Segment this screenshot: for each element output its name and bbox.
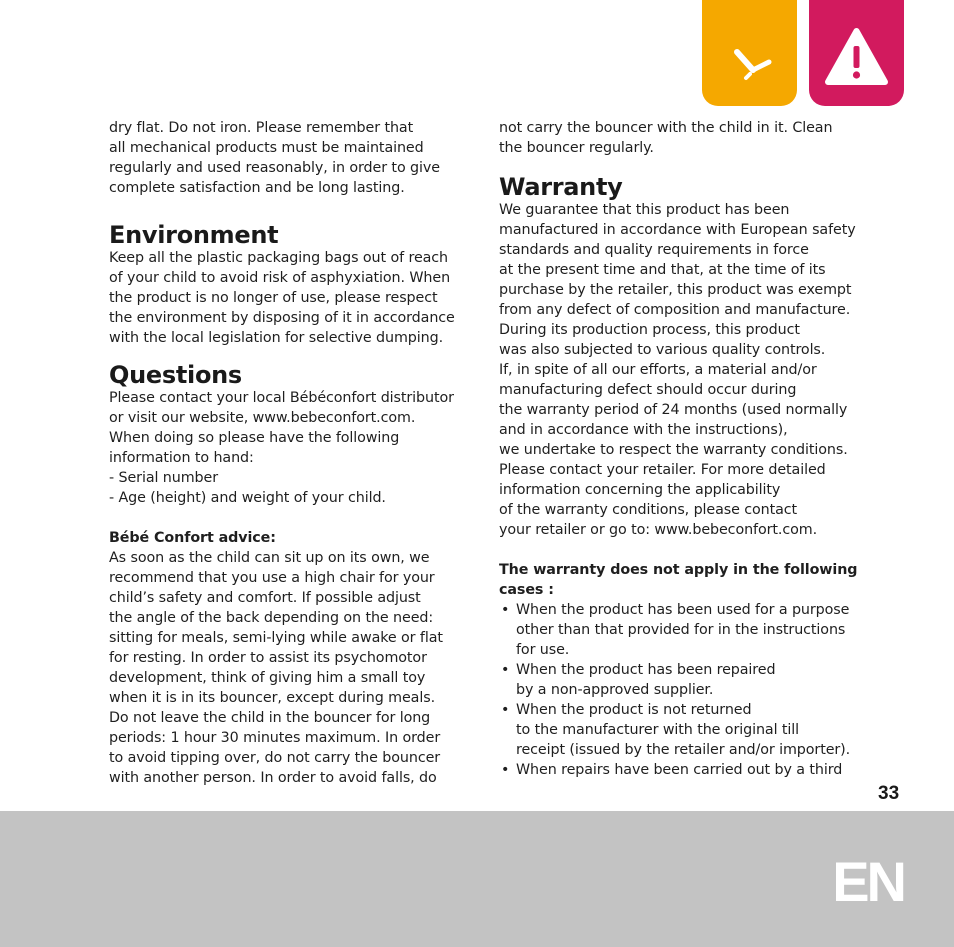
- text-line: When the product is not returned: [516, 702, 752, 718]
- text-line: of your child to avoid risk of asphyxiation. When: [109, 270, 451, 286]
- text-line: to avoid tipping over, do not carry the bouncer: [109, 750, 441, 766]
- text-line: or visit our website, www.bebeconfort.com.: [109, 410, 416, 426]
- text-line: for resting. In order to assist its psychomotor: [109, 650, 427, 666]
- text-line: child’s safety and comfort. If possible adjust: [109, 590, 421, 606]
- text-line: the environment by disposing of it in accordance: [109, 310, 455, 326]
- left-column: [109, 118, 469, 788]
- text-line: manufactured in accordance with European safety: [499, 222, 856, 238]
- advice-title: Bébé Confort advice:: [109, 530, 276, 546]
- text-line: Please contact your retailer. For more detailed: [499, 462, 826, 478]
- text-line: When the product has been used for a purpose: [516, 602, 850, 618]
- text-line: Please contact your local Bébéconfort distributor: [109, 390, 454, 406]
- text-line: with another person. In order to avoid falls, do: [109, 770, 437, 786]
- text-line: regularly and used reasonably, in order to give: [109, 160, 440, 176]
- orange-tab: [702, 0, 797, 106]
- text-line: other than that provided for in the instructions: [516, 622, 846, 638]
- text-line: When repairs have been carried out by a third: [516, 762, 843, 778]
- check-arrow-icon: [702, 0, 797, 106]
- text-line: your retailer or go to: www.bebeconfort.com.: [499, 522, 818, 538]
- list-item: [499, 760, 869, 780]
- text-line: to the manufacturer with the original till: [516, 722, 800, 738]
- text-line: at the present time and that, at the time of its: [499, 262, 826, 278]
- text-line: we undertake to respect the warranty conditions.: [499, 442, 848, 458]
- intro-paragraph: [499, 118, 869, 158]
- environment-heading: Environment: [109, 221, 279, 249]
- text-line: not carry the bouncer with the child in it. Clean: [499, 120, 833, 136]
- text-line: by a non-approved supplier.: [516, 682, 714, 698]
- text-line: standards and quality requirements in force: [499, 242, 809, 258]
- list-item: [499, 700, 869, 760]
- text-line: dry flat. Do not iron. Please remember that: [109, 120, 414, 136]
- bullet: •: [501, 702, 510, 718]
- text-line: When doing so please have the following: [109, 430, 400, 446]
- text-line: cases :: [499, 582, 554, 598]
- text-line: of the warranty conditions, please contact: [499, 502, 798, 518]
- text-line: for use.: [516, 642, 570, 658]
- intro-paragraph: [109, 118, 469, 198]
- exclusions-list: [499, 600, 869, 780]
- text-line: purchase by the retailer, this product was exempt: [499, 282, 852, 298]
- warranty-heading: Warranty: [499, 173, 623, 201]
- text-line: recommend that you use a high chair for your: [109, 570, 435, 586]
- warning-icon: [809, 0, 904, 106]
- text-line: If, in spite of all our efforts, a material and/or: [499, 362, 817, 378]
- text-line: when it is in its bouncer, except during meals.: [109, 690, 436, 706]
- text-line: from any defect of composition and manufacture.: [499, 302, 851, 318]
- environment-paragraph: [109, 248, 469, 348]
- text-line: the warranty period of 24 months (used normally: [499, 402, 848, 418]
- text-line: receipt (issued by the retailer and/or importer).: [516, 742, 851, 758]
- footer-band: [0, 811, 954, 947]
- questions-paragraph: [109, 388, 469, 508]
- text-line: As soon as the child can sit up on its own, we: [109, 550, 430, 566]
- text-line: the bouncer regularly.: [499, 140, 654, 156]
- advice-paragraph: [109, 548, 469, 788]
- bullet: •: [501, 602, 510, 618]
- text-line: development, think of giving him a small toy: [109, 670, 426, 686]
- text-line: - Age (height) and weight of your child.: [109, 490, 386, 506]
- bullet: •: [501, 762, 510, 778]
- text-line: periods: 1 hour 30 minutes maximum. In order: [109, 730, 441, 746]
- text-line: sitting for meals, semi-lying while awake or flat: [109, 630, 443, 646]
- bullet: •: [501, 662, 510, 678]
- text-line: - Serial number: [109, 470, 219, 486]
- text-line: the product is no longer of use, please respect: [109, 290, 438, 306]
- text-line: all mechanical products must be maintained: [109, 140, 424, 156]
- text-line: Keep all the plastic packaging bags out of reach: [109, 250, 449, 266]
- exclusions-title: [499, 560, 869, 600]
- text-line: and in accordance with the instructions),: [499, 422, 788, 438]
- pink-tab: [809, 0, 904, 106]
- text-line: The warranty does not apply in the following: [499, 562, 858, 578]
- language-label: EN: [832, 850, 904, 913]
- questions-heading: Questions: [109, 361, 242, 389]
- right-column: [499, 118, 869, 780]
- list-item: [499, 600, 869, 660]
- text-line: Do not leave the child in the bouncer for long: [109, 710, 431, 726]
- warranty-paragraph: [499, 200, 869, 540]
- text-line: During its production process, this product: [499, 322, 800, 338]
- text-line: manufacturing defect should occur during: [499, 382, 797, 398]
- text-line: information concerning the applicability: [499, 482, 781, 498]
- text-line: the angle of the back depending on the need:: [109, 610, 434, 626]
- text-line: information to hand:: [109, 450, 254, 466]
- text-line: was also subjected to various quality controls.: [499, 342, 826, 358]
- text-line: with the local legislation for selective dumping.: [109, 330, 444, 346]
- text-line: complete satisfaction and be long lasting.: [109, 180, 405, 196]
- text-line: We guarantee that this product has been: [499, 202, 790, 218]
- list-item: [499, 660, 869, 700]
- text-line: When the product has been repaired: [516, 662, 776, 678]
- page-number: 33: [878, 783, 900, 804]
